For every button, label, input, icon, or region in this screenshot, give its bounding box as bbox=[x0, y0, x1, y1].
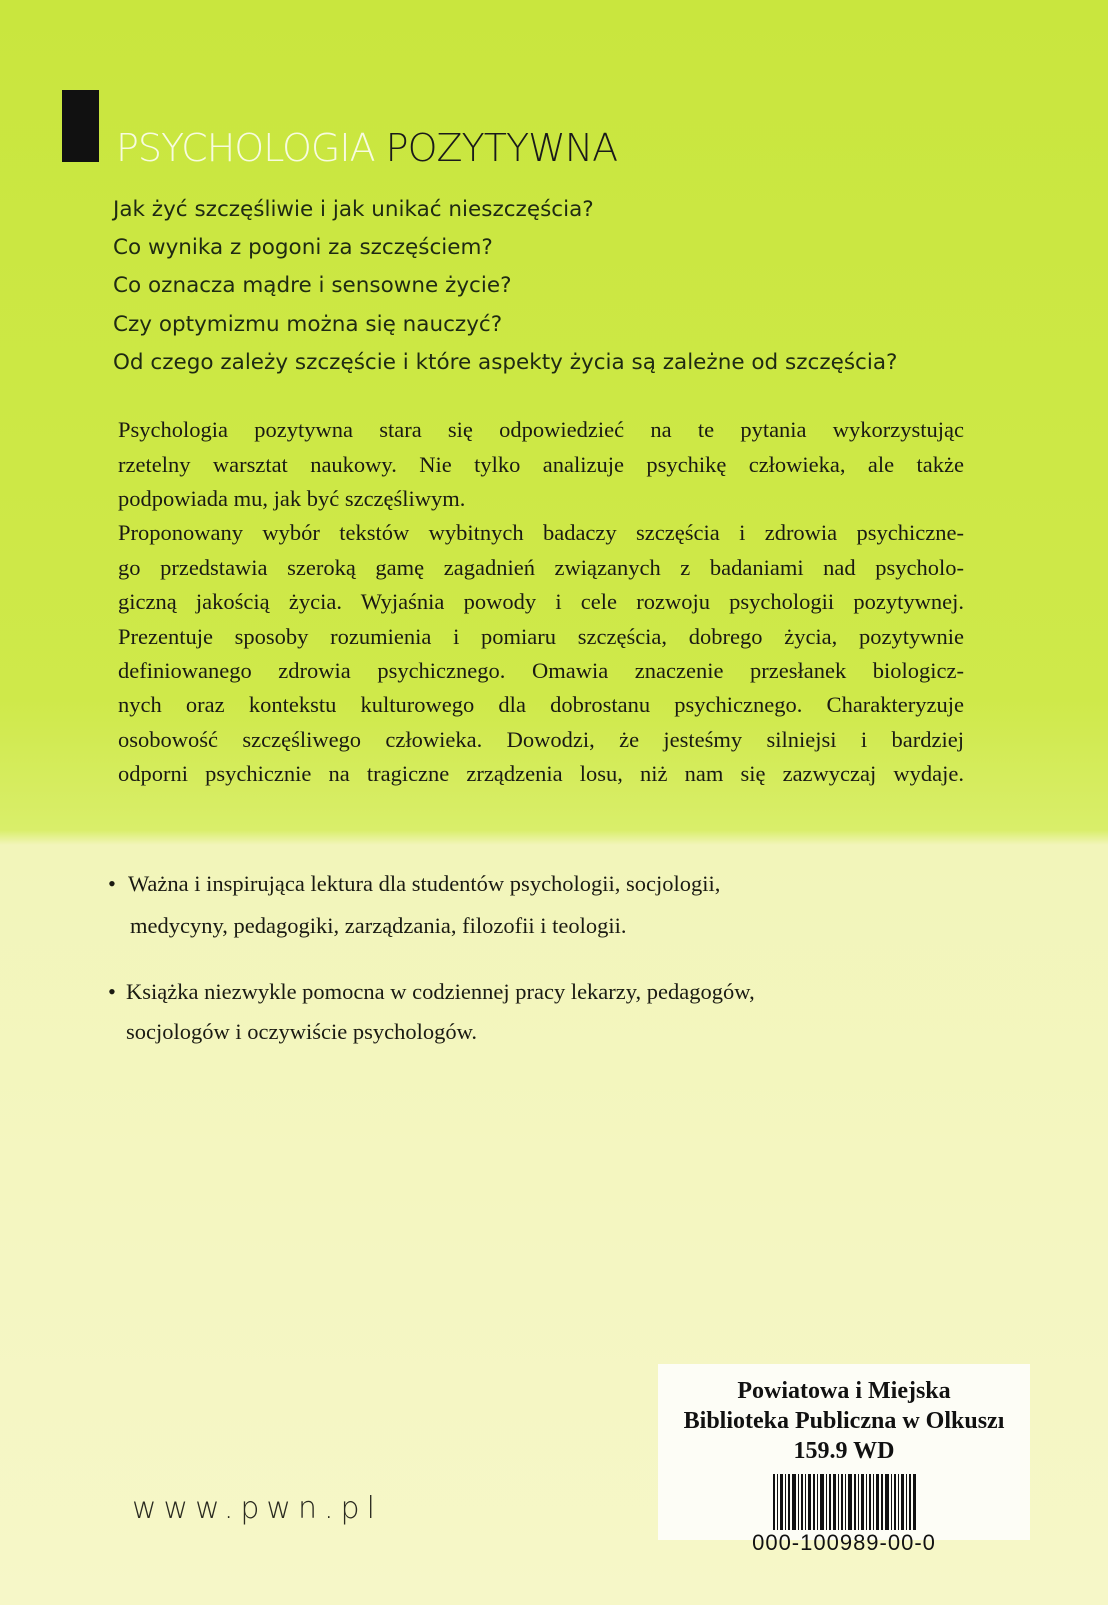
paragraph-line: go przedstawia szeroką gamę zagadnień związanych z badaniami nad psycholo- bbox=[118, 555, 964, 580]
question: Jak żyć szczęśliwie i jak unikać nieszczęścia? bbox=[113, 197, 594, 222]
barcode-stripe bbox=[881, 1474, 883, 1530]
barcode-stripe bbox=[780, 1474, 783, 1530]
title-part-2: POZYTYWNA bbox=[385, 126, 618, 170]
barcode-stripe bbox=[777, 1474, 778, 1530]
library-name-line-2: Biblioteka Publiczna w Olkuszı bbox=[683, 1408, 1005, 1434]
barcode-stripe bbox=[869, 1474, 871, 1530]
bullet-icon: • bbox=[108, 871, 116, 896]
question: Co wynika z pogoni za szczęściem? bbox=[113, 235, 493, 260]
barcode-stripe bbox=[901, 1474, 904, 1530]
publisher-website: www.pwn.pl bbox=[132, 1491, 382, 1526]
barcode-stripe bbox=[841, 1474, 843, 1530]
barcode-number: 000-100989-00-0 bbox=[752, 1530, 936, 1555]
barcode-stripe bbox=[785, 1474, 786, 1530]
title-part-1: PSYCHOLOGIA bbox=[116, 126, 375, 170]
title-bar-decoration bbox=[62, 90, 99, 162]
barcode-stripe bbox=[913, 1474, 916, 1530]
paragraph-line: definiowanego zdrowia psychicznego. Omawia znaczenie przesłanek biologicz- bbox=[118, 658, 964, 683]
bullet-text: socjologów i oczywiście psychologów. bbox=[126, 1019, 477, 1044]
barcode-stripe bbox=[854, 1474, 856, 1530]
paragraph-line: odporni psychicznie na tragiczne zrządzenia losu, niż nam się zazwyczaj wydaje. bbox=[118, 761, 964, 786]
barcode-stripe bbox=[838, 1474, 839, 1530]
barcode-icon bbox=[729, 1474, 959, 1530]
bullet-text: medycyny, pedagogiki, zarządzania, filozofii i teologii. bbox=[130, 913, 627, 938]
call-number: 159.9 WD bbox=[793, 1438, 895, 1464]
question: Czy optymizmu można się nauczyć? bbox=[113, 312, 503, 337]
barcode-stripe bbox=[894, 1474, 896, 1530]
bullet-text: Ważna i inspirująca lektura dla studentów psychologii, socjologii, bbox=[128, 871, 721, 896]
barcode-stripe bbox=[801, 1474, 803, 1530]
barcode-stripe bbox=[829, 1474, 831, 1530]
paragraph-line: giczną jakością życia. Wyjaśnia powody i cele rozwoju psychologii pozytywnej. bbox=[118, 589, 964, 614]
barcode-stripe bbox=[876, 1474, 879, 1530]
bullet-icon: • bbox=[108, 979, 116, 1004]
paragraph-line: Psychologia pozytywna stara się odpowiedzieć na te pytania wykorzystując bbox=[118, 417, 964, 442]
barcode-stripe bbox=[792, 1474, 796, 1530]
barcode-stripe bbox=[798, 1474, 799, 1530]
barcode-stripe bbox=[813, 1474, 815, 1530]
series-title bbox=[116, 128, 617, 168]
bullet-text: Książka niezwykle pomocna w codziennej pracy lekarzy, pedagogów, bbox=[126, 979, 755, 1004]
barcode-stripe bbox=[833, 1474, 836, 1530]
paragraph-line: rzetelny warsztat naukowy. Nie tylko analizuje psychikę człowieka, ale także bbox=[118, 452, 964, 477]
barcode-stripe bbox=[845, 1474, 846, 1530]
barcode-stripe bbox=[891, 1474, 892, 1530]
paragraph-line: Prezentuje sposoby rozumienia i pomiaru szczęścia, dobrego życia, pozytywnie bbox=[118, 624, 964, 649]
barcode-stripe bbox=[866, 1474, 867, 1530]
barcode-stripe bbox=[788, 1474, 790, 1530]
question: Od czego zależy szczęście i które aspekty życia są zależne od szczęścia? bbox=[113, 350, 898, 375]
barcode-stripe bbox=[805, 1474, 806, 1530]
barcode-stripe bbox=[808, 1474, 811, 1530]
barcode-stripe bbox=[820, 1474, 824, 1530]
barcode-stripe bbox=[885, 1474, 889, 1530]
paragraph-line: osobowość szczęśliwego człowieka. Dowodzi, że jesteśmy silniejsi i bardziej bbox=[118, 727, 964, 752]
barcode-stripe bbox=[909, 1474, 911, 1530]
barcode-stripe bbox=[873, 1474, 874, 1530]
question: Co oznacza mądre i sensowne życie? bbox=[113, 273, 512, 298]
barcode-stripe bbox=[848, 1474, 852, 1530]
paragraph-line: nych oraz kontekstu kulturowego dla dobrostanu psychicznego. Charakteryzuje bbox=[118, 692, 964, 717]
paragraph-line: podpowiada mu, jak być szczęśliwym. bbox=[118, 486, 466, 511]
barcode-stripe bbox=[826, 1474, 827, 1530]
library-name-line-1: Powiatowa i Miejska bbox=[737, 1378, 951, 1404]
barcode-stripe bbox=[898, 1474, 899, 1530]
barcode-stripe bbox=[861, 1474, 864, 1530]
barcode-stripe bbox=[858, 1474, 859, 1530]
barcode-stripe bbox=[773, 1474, 775, 1530]
paragraph-line: Proponowany wybór tekstów wybitnych badaczy szczęścia i zdrowia psychiczne- bbox=[118, 520, 964, 545]
barcode-stripe bbox=[906, 1474, 907, 1530]
library-sticker bbox=[658, 1364, 1030, 1555]
barcode-stripe bbox=[817, 1474, 818, 1530]
